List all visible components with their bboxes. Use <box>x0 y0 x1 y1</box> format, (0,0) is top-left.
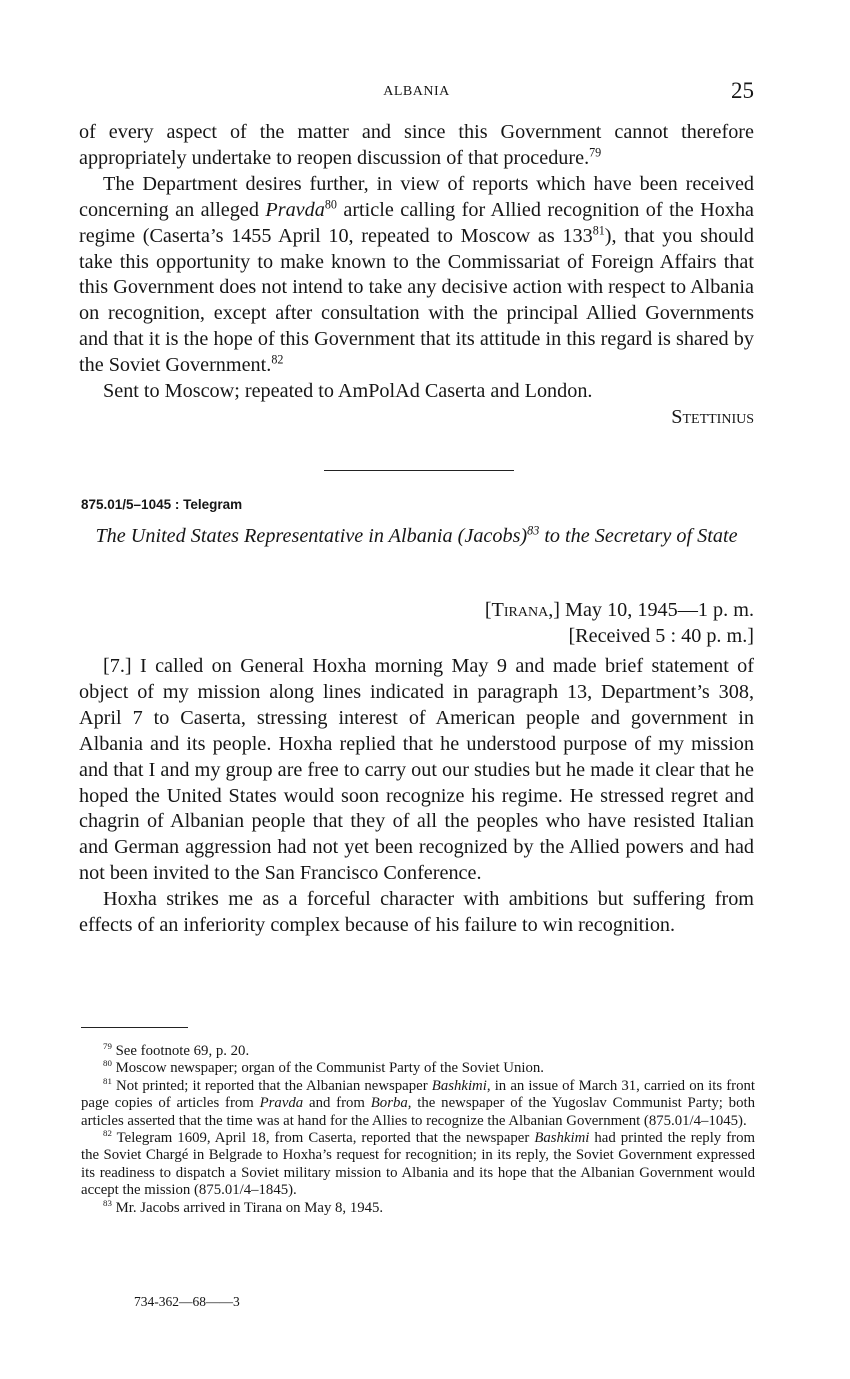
paragraph-text: ), that you should take this opportunity to make known to the Commissariat of Foreign Affairs that this Government does not intend to take any decisive action with respect to Albania on recognition, except after consultation with the principal Allied Governments and that it is the hope of this Government that its attitude in this regard is shared by the Soviet Government. <box>79 224 754 377</box>
footnote-text: Telegram 1609, April 18, from Caserta, reported that the newspaper <box>116 1130 535 1147</box>
pravda-title: Pravda <box>265 198 325 221</box>
paragraph-text: article calling for Allied recognition of the Hoxha regime (Caserta’s 1455 April 10, repeated to Moscow as 133 <box>79 198 754 247</box>
footnote-number: 81 <box>103 1075 112 1086</box>
footnote-81 <box>81 1075 756 1130</box>
file-number: 875.01/5–1045 : Telegram <box>81 497 243 512</box>
footnote-text: Not printed; it reported that the Albanian newspaper <box>116 1077 432 1094</box>
date-line <box>79 598 754 624</box>
bashkimi-title: Bashkimi <box>534 1130 590 1147</box>
borba-title: Borba <box>370 1095 408 1112</box>
title-text-end: to the Secretary of State <box>544 525 738 547</box>
running-head: ALBANIA <box>383 84 450 99</box>
footnote-number: 79 <box>103 1041 112 1052</box>
footnote-ref-83: 83 <box>527 523 540 538</box>
footnote-79 <box>81 1043 755 1060</box>
paragraph-department <box>79 172 754 379</box>
telegram-paragraph-2: Hoxha strikes me as a forceful character with ambitions but suffering from effects of an inferiority complex because of his failure to win recognition. <box>79 888 754 937</box>
title-text: The United States Representative in Albania (Jacobs) <box>95 525 528 547</box>
footnote-number: 82 <box>103 1128 112 1139</box>
footnote-80 <box>81 1060 755 1077</box>
page-header <box>79 80 754 108</box>
footnote-text: See footnote 69, p. 20. <box>115 1043 250 1059</box>
paragraph-text: of every aspect of the matter and since this Government cannot therefore appropriately undertake to reopen discussion of that procedure. <box>79 121 754 169</box>
date: May 10, 1945—1 p. m. <box>565 599 754 621</box>
footnote-text: , the newspaper of the Yugoslav Communist Party; both articles asserted that the time was at hand for the Allies to recognize the Albanian Government (875.01/4–1045). <box>81 1095 755 1129</box>
footnote-number: 83 <box>103 1197 112 1208</box>
bashkimi-title: Bashkimi <box>431 1077 487 1094</box>
opening-text <box>79 120 754 431</box>
print-code: 734-362—68——3 <box>134 1294 240 1309</box>
dateline <box>79 598 754 649</box>
footnote-83 <box>81 1197 755 1217</box>
footnotes <box>81 1043 755 1217</box>
received-line: [Received 5 : 40 p. m.] <box>568 624 754 647</box>
footnote-text: Mr. Jacobs arrived in Tirana on May 8, 1945. <box>115 1199 384 1216</box>
place: [Tirana,] <box>484 599 560 621</box>
footnote-ref-79: 79 <box>589 145 602 160</box>
paragraph-continued <box>79 120 754 172</box>
telegram-paragraph-1: [7.] I called on General Hoxha morning May 9 and made brief statement of object of my mission along lines indicated in paragraph 13, Department’s 308, April 7 to Caserta, stressing interest of American people and government in Albania and its people. Hoxha replied that he understood purpose of my mission and that I and my group are free to carry out our studies but he made it clear that he hoped the United States would soon recognize his regime. He stressed regret and chagrin of Albanian people that they of all the peoples who have resisted Italian and German aggression had not yet been recognized by the Allied powers and had not been invited to the San Francisco Conference. <box>79 655 754 885</box>
page-number: 25 <box>731 78 754 103</box>
paragraph-sent: Sent to Moscow; repeated to AmPolAd Caserta and London. <box>103 380 593 403</box>
footnote-number: 80 <box>103 1058 112 1069</box>
footnote-82 <box>81 1130 755 1200</box>
paragraph-text: The Department desires further, in view of reports which have been received concerning an alleged <box>79 172 754 221</box>
footnote-ref-80: 80 <box>324 196 337 211</box>
footnote-text: and from <box>303 1095 371 1112</box>
footnote-text: Moscow newspaper; organ of the Communist Party of the Soviet Union. <box>115 1060 544 1077</box>
section-divider <box>324 470 514 471</box>
signature: Stettinius <box>671 405 754 428</box>
footnote-text: had printed the reply from the Soviet Chargé in Belgrade to Hoxha’s request for recognition; in its reply, the Soviet Government expressed its readiness to dispatch a Soviet military mission to Albania and its hope that the Albanian Government would accept the mission (875.01/4–1845). <box>81 1130 755 1199</box>
footnote-ref-81: 81 <box>592 222 605 237</box>
footnote-ref-82: 82 <box>271 352 284 367</box>
footnote-divider <box>81 1027 188 1028</box>
footnote-text: , in an issue of March 31, carried on its front page copies of articles from <box>81 1077 756 1112</box>
document-title <box>79 523 754 550</box>
telegram-body <box>79 654 754 939</box>
pravda-title: Pravda <box>259 1095 304 1112</box>
